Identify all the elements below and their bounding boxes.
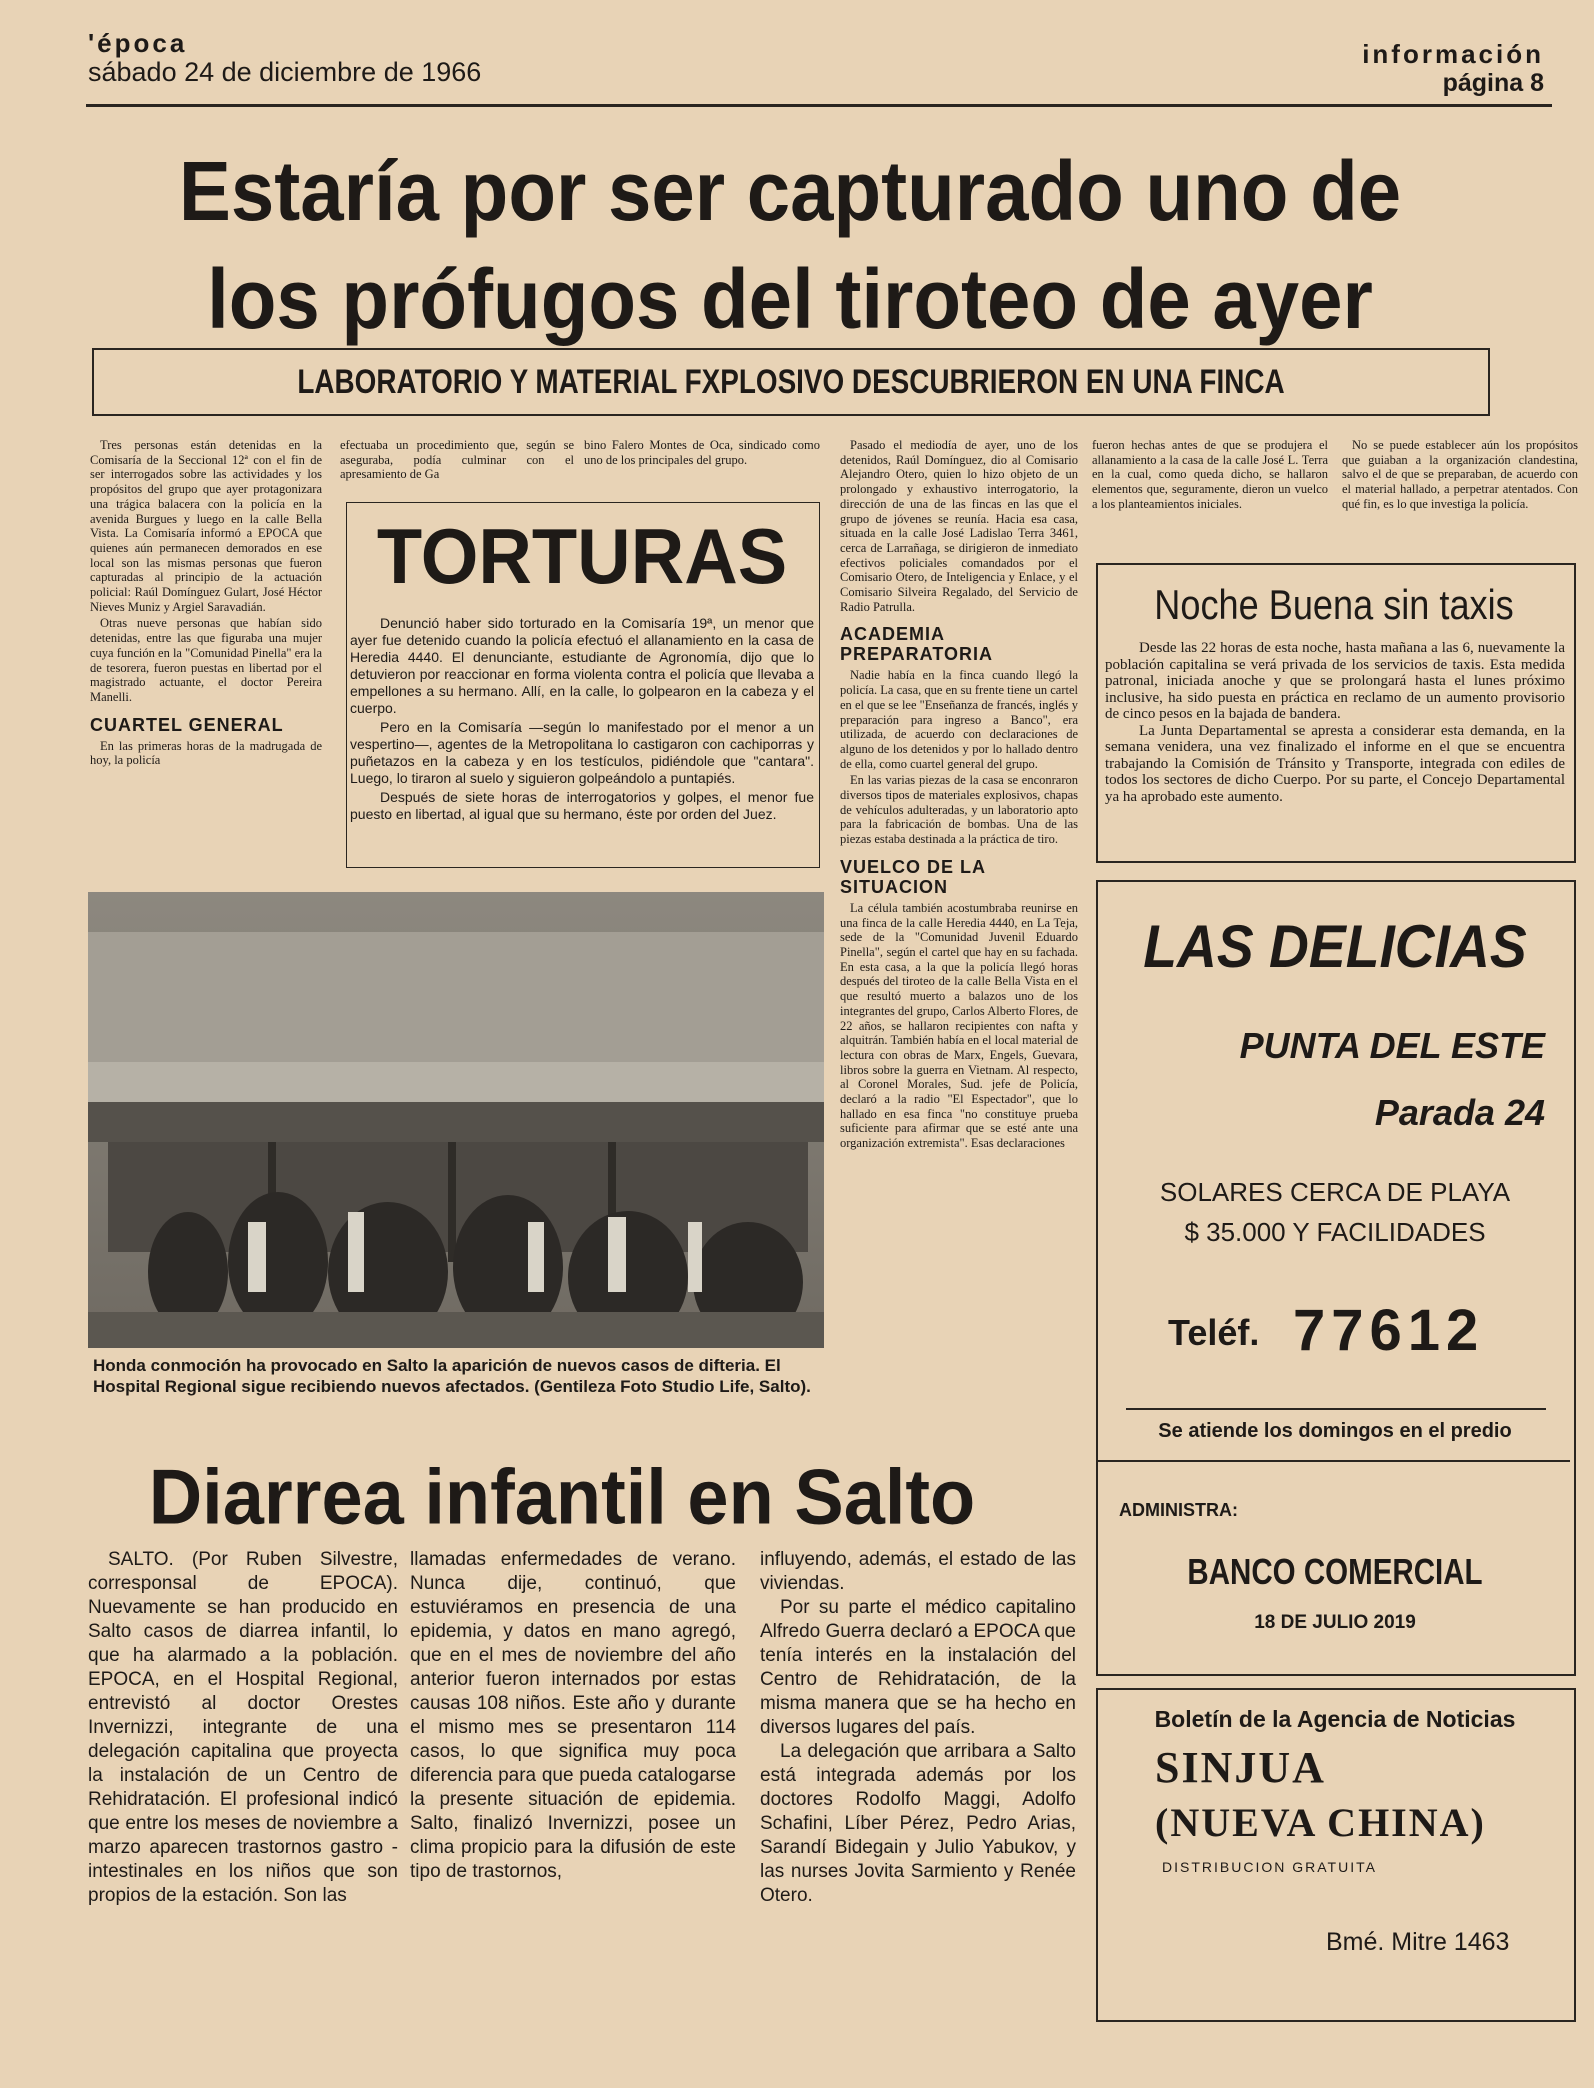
noche-buena-title: Noche Buena sin taxis: [1154, 581, 1514, 628]
ad-admin-label: ADMINISTRA:: [1119, 1500, 1238, 1520]
ad-sundays-note: Se atiende los domingos en el predio: [1158, 1420, 1512, 1442]
diarrea-paragraph: La delegación que arribara a Salto está integrada además por los doctores Rodolfo Maggi, Adolfo Schafini, Líber Pérez, Pedro Arias, Sarandí Bidegain y Julio Yabukov, y las nurses Jovita Sarmiento y Renée Otero.: [760, 1741, 1076, 1906]
ad-divider: [1126, 1408, 1546, 1410]
ad-phone-number: 77612: [1293, 1298, 1485, 1363]
article-column-5: [1092, 438, 1328, 550]
newspaper-logo: 'época: [88, 28, 188, 58]
article-column-6: [1342, 438, 1578, 550]
ad-location: PUNTA DEL ESTE: [1239, 1025, 1545, 1066]
boletin-agency: SINJUA: [1155, 1743, 1326, 1792]
diarrea-headline: Diarrea infantil en Salto: [148, 1452, 976, 1541]
noche-buena-paragraph: Desde las 22 horas de esta noche, hasta mañana a las 6, nuevamente la población capitalina se verá privada de los servicios de taxis. Esta medida patronal, iniciada anoche y que se prolongará hasta el lunes próximo inclusive, ha sido puesta en práctica en reclamo de un aumento provisorio de cinco pesos en la bajada de bandera.: [1105, 640, 1565, 722]
masthead-rule: [86, 104, 1552, 107]
noche-buena-body: [1105, 640, 1565, 805]
ad-offer: [1100, 1172, 1570, 1252]
subhead-academia: ACADEMIA PREPARATORIA: [840, 624, 994, 665]
article-paragraph: No se puede establecer aún los propósitos que guiaban a la organización clandestina, salvo el de que se preparaban, de acuerdo con el material hallado, a perpetrar atentados. Con qué fin, es lo que investiga la policía.: [1342, 438, 1578, 511]
diarrea-paragraph: llamadas enfermedades de verano. Nunca dije, continuó, que estuviéramos en presencia de una epidemia, y datos en mano agregó, que en el mes de noviembre del año anterior fueron internados por estas causas 108 niños. Este año y durante el mismo mes se presentaron 114 casos, lo que significa muy poca diferencia para que pueda catalogarse la presente situación de epidemia. Salto, finalizó Invernizzi, posee un clima propicio para la difusión de este tipo de trastornos,: [410, 1549, 736, 1882]
article-paragraph: efectuaba un procedimiento que, según se aseguraba, podía culminar con el apresamiento de Ga: [340, 438, 574, 482]
diarrea-column-1: [88, 1548, 398, 1908]
masthead-right: [1362, 40, 1544, 98]
ad-bank-name: BANCO COMERCIAL: [1187, 1551, 1483, 1592]
torturas-paragraph: Pero en la Comisaría —según lo manifestado por el menor a un vespertino—, agentes de la Metropolitana lo castigaron con cachiporras y puñetazos en la cabeza y en los testículos, pidiéndole que "cantara". Luego, lo tiraron al suelo y siguieron golpeándolo a puntapiés.: [350, 719, 814, 786]
article-paragraph: En las varias piezas de la casa se enconraron diversos tipos de materiales explosivos, chapas de vehículos adulteradas, y un laboratorio apto para la fabricación de bombas. Una de las piezas estaba destinada a la práctica de tiro.: [840, 773, 1078, 847]
article-paragraph: bino Falero Montes de Oca, sindicado como uno de los principales del grupo.: [584, 438, 820, 467]
page-number: página 8: [1442, 69, 1544, 97]
article-paragraph: Tres personas están detenidas en la Comisaría de la Seccional 12ª con el fin de ser interrogados sobre las actividades y los propósitos del grupo que ayer protagonizara una trágica balacera con la policía en la avenida Burgues y luego en la calle Bella Vista. La Comisaría informó a EPOCA que quienes aún permanecen demorados en ese local son las mismas personas que fueron capturadas al principio de la actuación policial: Raúl Domínguez Gulart, José Héctor Nieves Muniz y Argiel Saravadián.: [90, 438, 322, 614]
diarrea-paragraph: influyendo, además, el estado de las viviendas.: [760, 1549, 1076, 1594]
torturas-paragraph: Después de siete horas de interrogatorios y golpes, el menor fue puesto en libertad, al igual que su hermano, éste por orden del Juez.: [350, 789, 814, 822]
issue-date: sábado 24 de diciembre de 1966: [88, 57, 482, 87]
masthead-left: [88, 30, 481, 88]
subhead-vuelco: VUELCO DE LA SITUACION: [840, 856, 986, 897]
ad-stop: Parada 24: [1374, 1092, 1545, 1133]
boletin-subtitle: (NUEVA CHINA): [1155, 1800, 1486, 1845]
article-column-3-top: [584, 438, 820, 488]
ad-offer-line-1: SOLARES CERCA DE PLAYA: [1159, 1177, 1511, 1207]
torturas-body: [350, 615, 814, 825]
article-paragraph: fueron hechas antes de que se produjera el allanamiento a la casa de la calle José L. Terra en la cual, como queda dicho, se hallaron elementos que, seguramente, dieron un vuelco a los planteamientos iniciales.: [1092, 438, 1328, 511]
boletin-distribution: DISTRIBUCION GRATUITA: [1162, 1859, 1377, 1875]
boletin-line-1: Boletín de la Agencia de Noticias: [1154, 1706, 1516, 1732]
photo-caption: Honda conmoción ha provocado en Salto la aparición de nuevos casos de difteria. El Hospital Regional sigue recibiendo nuevos afectados. (Gentileza Foto Studio Life, Salto).: [93, 1356, 811, 1396]
subheadline: LABORATORIO Y MATERIAL FXPLOSIVO DESCUBRIERON EN UNA FINCA: [297, 363, 1285, 401]
subheadline-box: [92, 348, 1490, 416]
noche-buena-paragraph: La Junta Departamental se apresta a considerar esta demanda, en la semana venidera, una vez finalizado el informe en el que se encuentra trabajando la Comisión de Tránsito y Transporte, integrada con ediles de todos los sectores de dicho Cuerpo. Por su parte, el Concejo Departamental ya ha aprobado este aumento.: [1105, 722, 1565, 805]
article-paragraph: La célula también acostumbraba reunirse en una finca de la calle Heredia 4440, en La Teja, sede de la "Comunidad Juvenil Eduardo Pinella", según el cartel que hay en su fachada. En esta casa, a la que la policía llegó horas después del tiroteo de la calle Bella Vista en el que resultó muerto a balazos uno de los integrantes del grupo, Carlos Alberto Flores, de 22 años, se hallaron recipientes con nafta y alquitrán. También había en el local material de lectura con obras de Marx, Engels, Guevara, libros sobre la guerra en Vietnam. Al respecto, al Coronel Morales, Sud. jefe de Policía, declaró a la radio "El Espectador", que lo hallado en esa finca "no constituye prueba suficiente para afirmar que se esté ante una organización extremista". Esas declaraciones: [840, 900, 1078, 1151]
ad-offer-line-2: $ 35.000 Y FACILIDADES: [1184, 1217, 1486, 1247]
diarrea-column-3: [760, 1548, 1076, 1908]
headline-line-1: Estaría por ser capturado uno de: [178, 143, 1402, 239]
main-headline: [90, 137, 1490, 353]
article-paragraph: Pasado el mediodía de ayer, uno de los detenidos, Raúl Domínguez, dio al Comisario Alejandro Otero, quien lo hizo objeto de un prolongado y exhaustivo interrogatorio, la dirección de una de las fincas en las que el grupo de jóvenes se reunía. Hacia esa casa, situada en la calle José Ladislao Terra 3461, cerca de Larrañaga, se dirigieron de inmediato efectivos policiales comandados por el Comisario Otero, de Inteligencia y Enlace, y el Comisario Silveira Regalado, del Servicio de Radio Patrulla.: [840, 438, 1078, 614]
torturas-title: TORTURAS: [376, 512, 788, 600]
photo-illustration: [88, 892, 824, 1348]
ad-phone-label: Teléf.: [1168, 1312, 1260, 1353]
headline-line-2: los prófugos del tiroteo de ayer: [207, 251, 1373, 347]
article-column-4: [840, 438, 1078, 1442]
boletin-address: Bmé. Mitre 1463: [1326, 1928, 1510, 1956]
torturas-paragraph: Denunció haber sido torturado en la Comisaría 19ª, un menor que ayer fue detenido cuando la policía efectuó el allanamiento en la casa de Heredia 4440. El denunciante, estudiante de Agronomía, dijo que lo detuvieron por reaccionar en forma violenta contra el policía que llevaba a empellones a su hermano. Allí, en la calle, lo golpearon en la cabeza y el cuerpo.: [350, 615, 814, 716]
article-paragraph: Otras nueve personas que habían sido detenidas, entre las que figuraba una mujer cuya función en la "Comunidad Pinella" era la de tesorera, fueron puestas en libertad por el magistrado actuante, el doctor Pereira Manelli.: [90, 616, 322, 704]
diarrea-paragraph: Por su parte el médico capitalino Alfredo Guerra declaró a EPOCA que tenía interés en la instalación del Centro de Rehidratación, de la misma manera que se ha hecho en diversos lugares del país.: [760, 1597, 1076, 1738]
diarrea-paragraph: SALTO. (Por Ruben Silvestre, corresponsal de EPOCA). Nuevamente se han producido en Salto casos de diarrea infantil, lo que ha alarmado a la población. EPOCA, en el Hospital Regional, entrevistó al doctor Orestes Invernizzi, integrante de una delegación capitalina que proyecta la instalación de un Centro de Rehidratación. El profesional indicó que entre los meses de noviembre a marzo aparecen trastornos gastro - intestinales en los niños que son propios de la estación. Son las: [88, 1549, 398, 1906]
section-name: información: [1362, 39, 1544, 69]
diarrea-column-2: [410, 1548, 736, 1884]
article-column-2-top: [340, 438, 574, 488]
boletin-ad: [1096, 1688, 1576, 2022]
article-paragraph: En las primeras horas de la madrugada de hoy, la policía: [90, 738, 322, 768]
ad-divider: [1098, 1460, 1570, 1462]
article-column-1: [90, 438, 322, 868]
salto-hospital-photo: [88, 892, 824, 1348]
ad-brand-name: LAS DELICIAS: [1143, 913, 1527, 980]
subhead-cuartel-general: CUARTEL GENERAL: [90, 714, 284, 735]
ad-bank-address: 18 DE JULIO 2019: [1254, 1612, 1416, 1633]
article-paragraph: Nadie había en la finca cuando llegó la policía. La casa, que en su frente tiene un cartel en el que se lee "Enseñanza de francés, inglés y preparación para ingreso a Banco", era utilizada, de acuerdo con declaraciones de alguno de los detenidos y por lo hallado dentro de ella, como cuartel general del grupo.: [840, 668, 1078, 771]
